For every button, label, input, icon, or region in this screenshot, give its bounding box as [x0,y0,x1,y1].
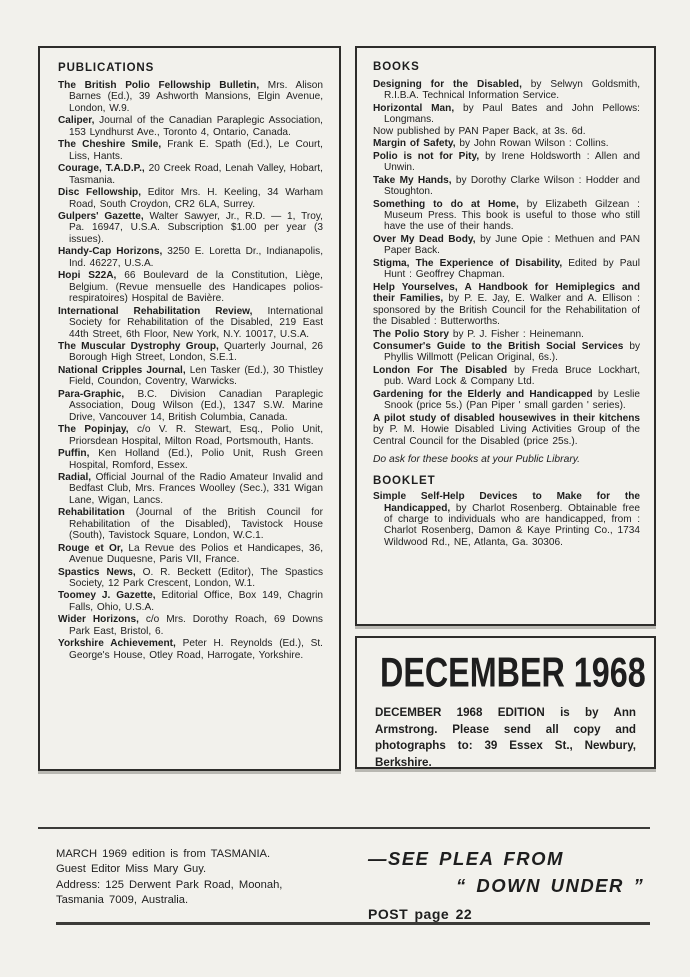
entry-rest: 20 Creek Road, Lenah Valley, Hobart, Tasmania. [69,163,323,186]
booklet-list [373,491,640,548]
march-note-line: Tasmania 7009, Australia. [56,893,189,906]
entry-rest: Walter Sawyer, Jr., R.D. — 1, Troy, Pa. 16947, U.S.A. Subscription $1.00 per year (3 issues). [69,210,323,245]
entry-rest: by Dorothy Clarke Wilson : Hodder and Stoughton. [384,174,640,198]
entry-title: Toomey J. Gazette, [58,590,156,602]
entry-title: Take My Hands, [373,174,452,186]
entry-title: The Polio Story [373,328,450,340]
entry-title: The Popinjay, [58,424,129,436]
entry-rest: by P. J. Fisher : Heinemann. [452,328,584,340]
list-item [373,491,640,548]
post-page-note: POST page 22 [368,906,473,922]
entry-rest: by Leslie Snook (price 5s.) (Pan Piper ' small garden ' series). [384,388,641,412]
entry-title: Spastics News, [58,566,136,578]
list-item [58,507,323,541]
entry-rest: Editor Mrs. H. Keeling, 34 Warham Road, South Croydon, CR2 6LA, Surrey. [69,187,323,210]
entry-rest: c/o V. R. Stewart, Esq., Polio Unit, Priorsdean Hospital, Milton Road, Portsmouth, Hants. [69,424,323,447]
list-item [373,258,640,281]
entry-title: Stigma, The Experience of Disability, [373,257,563,269]
list-item [58,246,323,269]
entry-title: Designing for the Disabled, [373,79,522,90]
list-item [58,365,323,388]
entry-title: Over My Dead Body, [373,233,476,245]
entry-title: Radial, [58,471,92,483]
entry-title: Polio is not for Pity, [373,150,480,162]
list-item [373,282,640,328]
books-box [355,46,656,626]
list-item [58,187,323,210]
entry-title: Gulpers' Gazette, [58,210,144,222]
list-item [373,329,640,340]
entry-title: Simple Self-Help Devices to Make for the Handicapped, [373,491,640,514]
list-item [373,365,640,388]
entry-rest: by June Opie : Methuen and PAN Paper Back. [384,233,640,257]
list-item [58,139,323,162]
list-item [373,175,640,198]
entry-title: Caliper, [58,115,95,127]
entry-rest: Quarterly Journal, 26 Borough High Street, London, S.E.1. [69,340,323,364]
entry-rest: Journal of the Canadian Paraplegic Association, 153 Lyndhurst Ave., Toronto 4, Ontario, Canada. [69,115,323,138]
march-note-line: Guest Editor Miss Mary Guy. [56,863,207,876]
entry-title: Margin of Safety, [373,138,456,150]
entry-title: Wider Horizons, [58,614,139,626]
books-box-inner [357,48,654,548]
list-item [58,472,323,506]
entry-rest: Editorial Office, Box 149, Chagrin Falls, Ohio, U.S.A. [69,590,323,613]
list-item [58,211,323,245]
list-item [58,614,323,637]
entry-title: Something to do at Home, [373,198,519,210]
list-item [373,413,640,447]
march-note-line: MARCH 1969 edition is from TASMANIA. [56,848,271,860]
entry-title: Horizontal Man, [373,102,455,114]
entry-rest: Len Tasker (Ed.), 30 Thistley Field, Coundon, Coventry, Warwicks. [69,364,323,388]
list-item [58,341,323,364]
list-item [58,567,323,590]
list-item [373,389,640,412]
entry-rest: Mrs. Alison Barnes (Ed.), 39 Ashworth Mansions, Elgin Avenue, London, W.9. [69,80,323,114]
entry-title: The Muscular Dystrophy Group, [58,340,219,352]
december-headline-wrap [373,649,646,697]
list-item [373,79,640,102]
publications-heading: PUBLICATIONS [58,62,155,74]
list-item [58,115,323,138]
list-item [373,341,640,364]
entry-rest: La Revue des Polios et Handicapes, 36, Avenue Duquesne, Paris VII, France. [69,542,324,566]
booklet-heading: BOOKLET [373,475,436,488]
library-note: Do ask for these books at your Public Library. [373,454,580,466]
entry-title: Puffin, [58,448,90,460]
books-heading: BOOKS [373,61,420,73]
entry-rest: by Phyllis Willmott (Pelican Original, 6s.). [384,340,640,364]
entry-title: Help Yourselves, A Handbook for Hemiplegics and their Families, [373,281,640,305]
entry-rest: by P. E. Jay, E. Walker and A. Ellison : sponsored by the British Council for the Rehabilitation of the Disabled : Butterworths. [373,293,640,328]
december-box-inner [357,649,654,771]
list-item [58,270,323,304]
entry-rest: Ken Holland (Ed.), Polio Unit, Rush Green Hospital, Romford, Essex. [69,448,323,471]
entry-rest: 3250 E. Loretta Dr., Indianapolis, Ind. 46227, U.S.A. [69,246,323,269]
list-item [58,543,323,566]
entry-title: Courage, T.A.D.P., [58,163,145,175]
entry-rest: International Society for Rehabilitation of the Disabled, 219 East 44th Street, 6th Floor, New York, N.Y. 10017, U.S.A. [69,305,324,340]
list-item [58,163,323,186]
entry-title: London For The Disabled [373,364,508,376]
december-box [355,636,656,769]
publications-box-inner [40,48,339,661]
entry-rest: O. R. Beckett (Editor), The Spastics Society, 12 Park Crescent, London, W.1. [69,566,323,590]
entry-title: International Rehabilitation Review, [58,305,253,317]
list-item [58,448,323,471]
entry-rest: by Charlot Rosenberg. Obtainable free of charge to individuals who are handicapped, from : Charlot Rosenberg, Damon & Kaye Printing Co., 1734 Wildwood Rd., NE, Atlanta, Ga. 30306. [384,502,640,548]
entry-rest: by Selwyn Goldsmith, R.I.B.A. Technical Information Service. [384,79,640,102]
entry-rest: by John Rowan Wilson : Collins. [459,138,609,150]
entry-rest: by Elizabeth Gilzean : Museum Press. This book is useful to those who still have the use of their hands. [384,198,640,233]
entry-rest: Peter H. Reynolds (Ed.), St. George's House, Otley Road, Harrogate, Yorkshire. [69,638,323,661]
entry-title: The Cheshire Smile, [58,139,162,151]
entry-rest: by Freda Bruce Lockhart, pub. Ward Lock & Company Ltd. [384,364,641,388]
list-item [373,103,640,137]
march-note-line: Address: 125 Derwent Park Road, Moonah, [56,878,283,891]
entry-title: Rehabilitation [58,507,125,519]
entry-rest: Official Journal of the Radio Amateur Invalid and Bedfast Club, Mrs. Frances Woolley (Sec.), 331 Wigan Lane, Wigan, Lancs. [69,471,323,506]
publications-box [38,46,341,771]
entry-rest: Frank E. Spath (Ed.), Le Court, Liss, Hants. [69,139,323,162]
entry-rest: c/o Mrs. Dorothy Roach, 69 Downs Park East, Bristol, 6. [69,614,323,637]
december-headline: DECEMBER 1968 [379,649,646,697]
entry-rest: (Journal of the British Council for Rehabilitation of the Disabled), Tavistock House (South), Tavistock Square, London, W.C.1. [69,507,323,542]
plea-line-2: “ DOWN UNDER ” [456,875,645,896]
entry-extra: Now published by PAN Paper Back, at 3s. 6d. [373,125,586,137]
list-item [58,389,323,423]
entry-title: National Cripples Journal, [58,364,186,376]
entry-title: A pilot study of disabled housewives in their kitchens [373,412,640,424]
entry-rest: by Paul Bates and John Pellows: Longmans. [384,102,640,126]
entry-title: Yorkshire Achievement, [58,638,176,650]
entry-title: Rouge et Or, [58,542,124,554]
entry-title: Hopi S22A, [58,270,117,282]
entry-title: Consumer's Guide to the British Social Services [373,340,624,352]
divider-bottom [56,922,650,925]
divider-top [38,827,650,829]
list-item [58,306,323,340]
entry-title: Gardening for the Elderly and Handicapped [373,388,593,400]
march-1969-note [56,847,348,908]
entry-title: Para-Graphic, [58,388,125,400]
entry-title: Disc Fellowship, [58,187,142,199]
see-plea-note [368,848,658,922]
entry-rest: by Irene Holdsworth : Allen and Unwin. [384,150,640,174]
list-item [58,638,323,661]
plea-line-1: —SEE PLEA FROM [368,848,564,869]
entry-rest: B.C. Division Canadian Paraplegic Association, Doug Wilson (Ed.), 1347 S.W. Marine Drive, Vancouver 14, British Columbia, Canada. [69,388,323,423]
list-item [373,199,640,233]
entry-rest: by P. M. Howie Disabled Living Activities Group of the Central Council for the Disabled (price 25s.). [373,424,640,447]
books-list [373,79,640,447]
list-item [58,80,323,114]
list-item [58,590,323,613]
list-item [373,138,640,149]
publications-list [58,80,323,661]
entry-title: Handy-Cap Horizons, [58,246,163,258]
entry-rest: Edited by Paul Hunt : Geoffrey Chapman. [384,257,641,281]
list-item [373,234,640,257]
list-item [58,424,323,447]
december-edition-note: DECEMBER 1968 EDITION is by Ann Armstrong. Please send all copy and photographs to: 39 Essex St., Newbury, Berkshire. [375,706,636,769]
entry-rest: 66 Boulevard de la Constitution, Liège, Belgium. (Revue mensuelle des Handicapes polios-respiratoires) Hospital de Bavière. [69,270,323,305]
entry-title: The British Polio Fellowship Bulletin, [58,80,260,91]
list-item [373,151,640,174]
